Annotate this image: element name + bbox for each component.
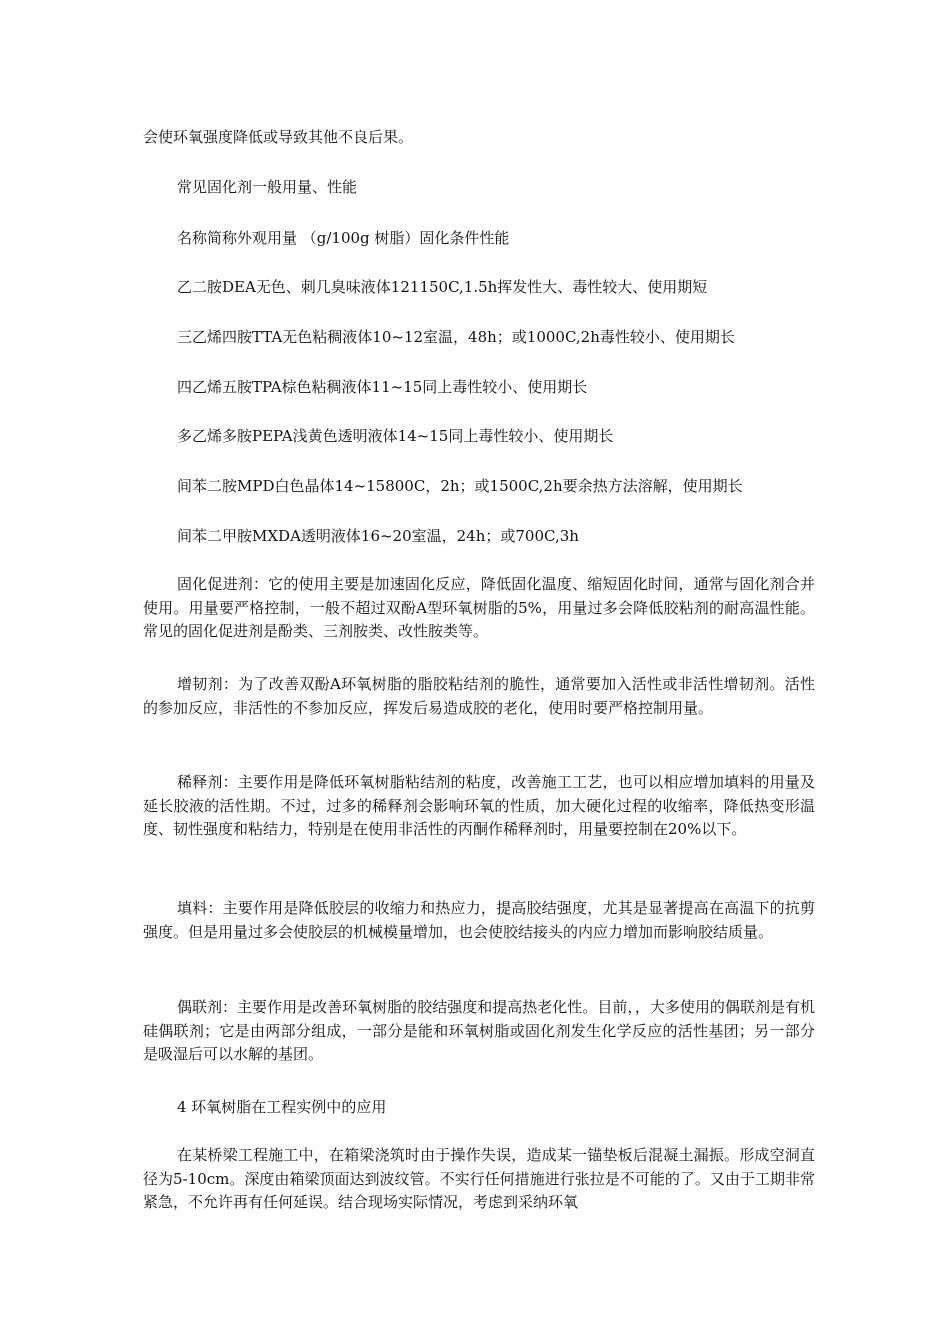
paragraph-diluent: 稀释剂：主要作用是降低环氧树脂粘结剂的粘度，改善施工工艺，也可以相应增加填料的用量及延长胶液的活性期。不过，过多的稀释剂会影响环氧的性质，加大硬化过程的收缩率，降低热变形温度、韧性强度和粘结力，特别是在使用非活性的丙酮作稀释剂时，用量要控制在20%以下。 [143,773,815,838]
paragraph-toughener: 增韧剂：为了改善双酚A环氧树脂的脂胶粘结剂的脆性，通常要加入活性或非活性增韧剂。活性的参加反应，非活性的不参加反应，挥发后易造成胶的老化，使用时要严格控制用量。 [143,675,815,717]
table-row-tpa: 四乙烯五胺TPA棕色粘稠液体11~15同上毒性较小、使用期长 [177,378,588,396]
table-row-mxda: 间苯二甲胺MXDA透明液体16~20室温，24h；或700C,3h [177,527,579,545]
text-line-continuation: 会使环氧强度降低或导致其他不良后果。 [143,128,414,146]
paragraph-engineering-case: 在某桥梁工程施工中，在箱梁浇筑时由于操作失误，造成某一锚垫板后混凝土漏振。形成空洞直径为5-10cm。深度由箱梁顶面达到波纹管。不实行任何措施进行张拉是不可能的了。又由于工期非常紧急，不允许再有任何延误。结合现场实际情况，考虑到采纳环氧 [143,1146,815,1211]
table-row-dea: 乙二胺DEA无色、刺几臭味液体121150C,1.5h挥发性大、毒性较大、使用期短 [177,278,708,296]
paragraph-filler: 填料：主要作用是降低胶层的收缩力和热应力，提高胶结强度，尤其是显著提高在高温下的抗剪强度。但是用量过多会使胶层的机械模量增加，也会使胶结接头的内应力增加而影响胶结质量。 [143,899,815,941]
table-row-pepa: 多乙烯多胺PEPA浅黄色透明液体14~15同上毒性较小、使用期长 [177,427,614,445]
paragraph-accelerator: 固化促进剂：它的使用主要是加速固化反应，降低固化温度、缩短固化时间，通常与固化剂合并使用。用量要严格控制，一般不超过双酚A型环氧树脂的5%，用量过多会降低胶粘剂的耐高温性能。常见的固化促进剂是酚类、三剂胺类、改性胺类等。 [143,575,815,640]
section-heading: 4 环氧树脂在工程实例中的应用 [177,1098,387,1116]
table-row-mpd: 间苯二胺MPD白色晶体14~15800C，2h；或1500C,2h要余热方法溶解，使用期长 [177,477,743,495]
table-row-tta: 三乙烯四胺TTA无色粘稠液体10~12室温，48h；或1000C,2h毒性较小、使用期长 [177,328,735,346]
table-header-line: 名称简称外观用量 （g/100g 树脂）固化条件性能 [177,229,510,247]
table-caption: 常见固化剂一般用量、性能 [177,178,358,196]
paragraph-coupling-agent: 偶联剂：主要作用是改善环氧树脂的胶结强度和提高热老化性。目前，，大多使用的偶联剂是有机硅偶联剂；它是由两部分组成，一部分是能和环氧树脂或固化剂发生化学反应的活性基团；另一部分是吸湿后可以水解的基团。 [143,998,815,1063]
